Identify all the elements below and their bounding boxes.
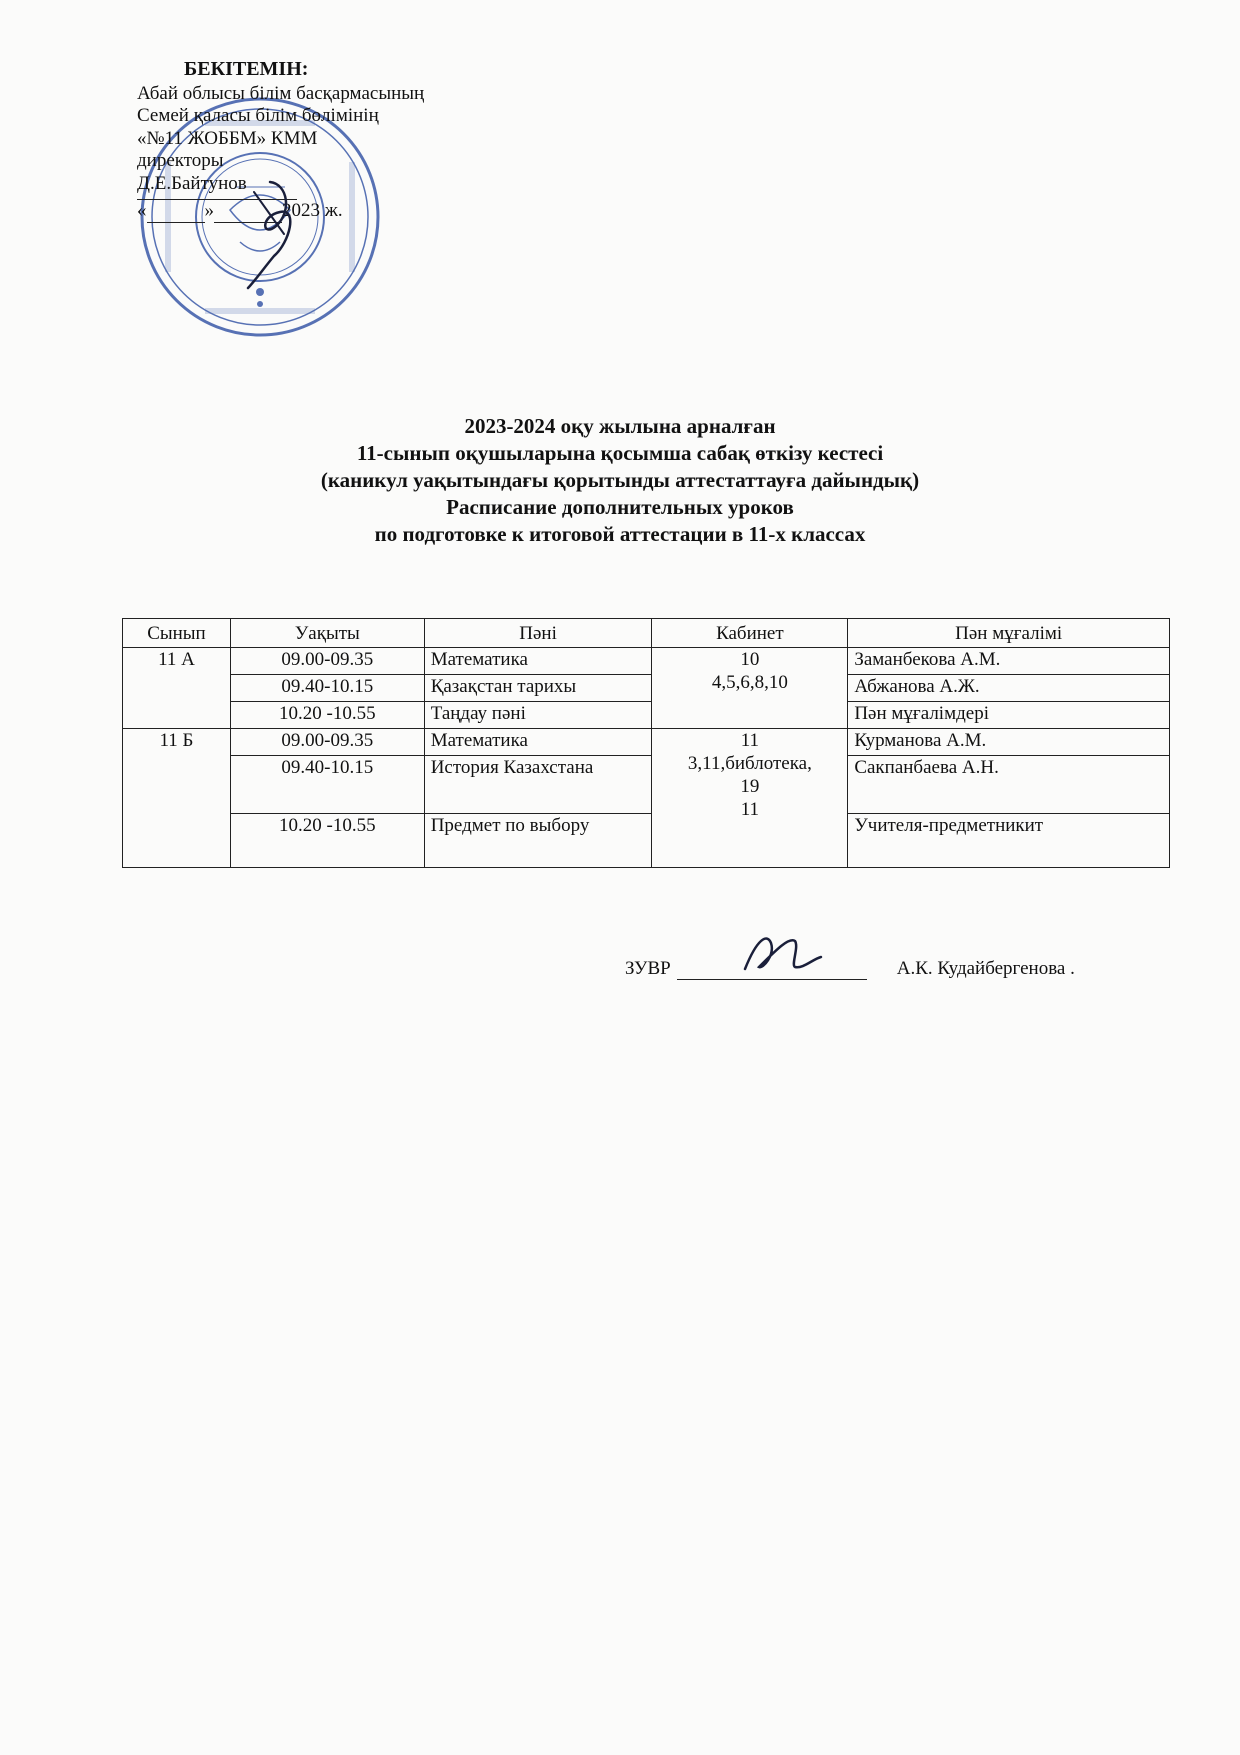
approval-line-director-name: Д.Е.Байтунов (137, 172, 247, 194)
subject-cell: Предмет по выбору (424, 814, 652, 868)
teacher-cell: Пән мұғалімдері (848, 702, 1170, 729)
footer-name: А.К. Кудайбергенова . (896, 958, 1075, 979)
room-line: 19 (740, 776, 760, 797)
title-line-3: (каникул уақытындағы қорытынды аттестаттауға дайындық) (320, 468, 920, 492)
class-cell: 11 Б (123, 729, 231, 868)
table-row (123, 648, 1170, 675)
approval-line-region: Абай облысы білім басқармасының (137, 82, 425, 104)
date-close-quote: » (204, 200, 214, 221)
subject-cell: Математика (424, 729, 652, 756)
header-teacher: Пән мұғалімі (848, 619, 1170, 648)
time-cell: 09.00-09.35 (230, 648, 424, 675)
header-subject: Пәні (424, 619, 652, 648)
title-line-4: Расписание дополнительных уроков (446, 495, 794, 519)
deputy-signature-mark (737, 929, 827, 979)
subject-cell: Қазақстан тарихы (424, 675, 652, 702)
table-row (123, 675, 1170, 702)
header-class: Сынып (123, 619, 231, 648)
table-row (123, 814, 1170, 868)
approval-line-school: «№11 ЖОББМ» КММ (137, 127, 318, 149)
schedule-table (122, 618, 1170, 868)
table-row (123, 702, 1170, 729)
table-header-row (123, 619, 1170, 648)
room-line: 10 (740, 649, 760, 670)
time-cell: 10.20 -10.55 (230, 702, 424, 729)
room-cell (652, 729, 848, 868)
table-row (123, 756, 1170, 814)
date-year: 2023 ж. (282, 200, 343, 221)
document-title (0, 413, 1240, 548)
teacher-cell: Заманбекова А.М. (848, 648, 1170, 675)
time-cell: 09.40-10.15 (230, 675, 424, 702)
teacher-cell: Учителя-предметникит (848, 814, 1170, 868)
director-signature-mark (240, 172, 310, 292)
subject-cell: Таңдау пәні (424, 702, 652, 729)
title-line-1: 2023-2024 оқу жылына арналған (464, 414, 776, 438)
room-line: 4,5,6,8,10 (711, 672, 788, 693)
title-line-5: по подготовке к итоговой аттестации в 11-х классах (374, 522, 866, 546)
approval-line-city: Семей қаласы білім бөлімінің (137, 105, 379, 126)
class-cell: 11 А (123, 648, 231, 729)
approval-date-line (137, 200, 557, 223)
approval-line-position: директоры (137, 150, 224, 171)
footer-signature-block (625, 958, 1075, 980)
room-cell (652, 648, 848, 729)
footer-role: ЗУВР (625, 958, 671, 979)
subject-cell: История Казахстана (424, 756, 652, 814)
room-line: 11 (740, 799, 760, 820)
approval-heading: БЕКІТЕМІН: (184, 58, 309, 80)
subject-cell: Математика (424, 648, 652, 675)
teacher-cell: Абжанова А.Ж. (848, 675, 1170, 702)
time-cell: 10.20 -10.55 (230, 814, 424, 868)
teacher-cell: Курманова А.М. (848, 729, 1170, 756)
room-line: 3,11,библотека, (687, 753, 812, 774)
table-row (123, 729, 1170, 756)
header-time: Уақыты (230, 619, 424, 648)
date-day-blank (147, 204, 205, 223)
room-line: 11 (740, 730, 760, 751)
header-room: Кабинет (652, 619, 848, 648)
time-cell: 09.00-09.35 (230, 729, 424, 756)
title-line-2: 11-сынып оқушыларына қосымша сабақ өткізу кестесі (356, 441, 884, 465)
teacher-cell: Сакпанбаева А.Н. (848, 756, 1170, 814)
time-cell: 09.40-10.15 (230, 756, 424, 814)
date-open-quote: « (137, 200, 147, 221)
approval-block (137, 58, 557, 223)
footer-signature-line (677, 959, 867, 980)
